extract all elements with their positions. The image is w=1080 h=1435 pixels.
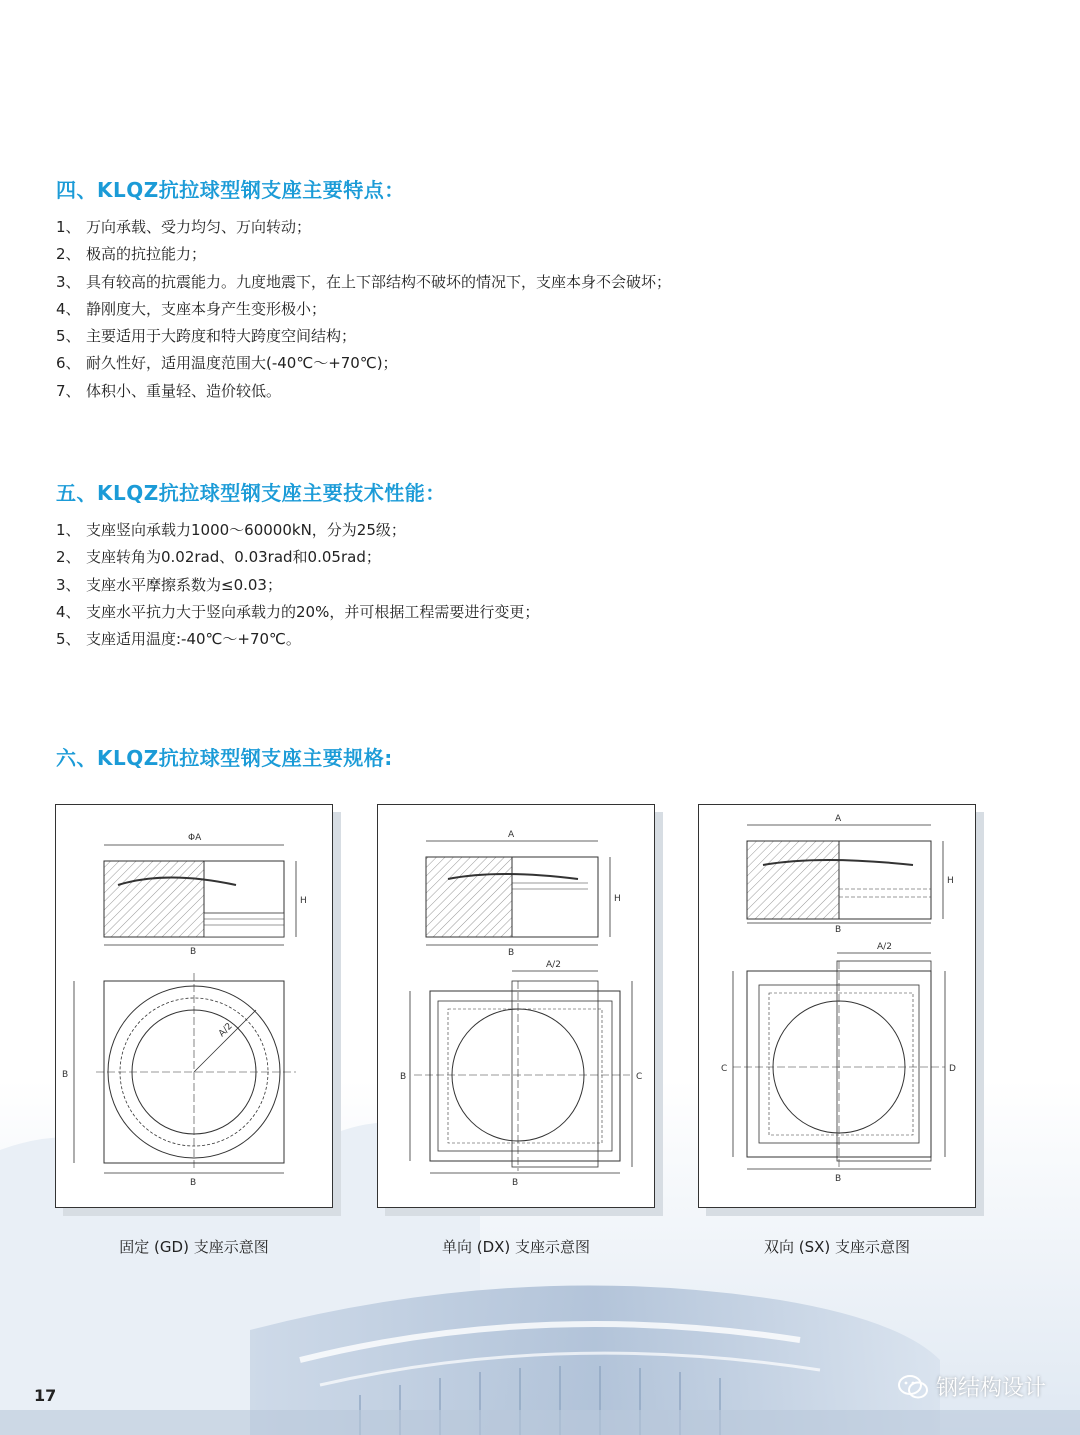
page-number: 17 bbox=[34, 1386, 57, 1405]
gd-radius-label: A/2 bbox=[217, 1021, 235, 1040]
gd-bearing-drawing bbox=[56, 805, 334, 1209]
caption-sx: 双向 (SX) 支座示意图 bbox=[763, 1238, 911, 1256]
sx-bearing-drawing bbox=[699, 805, 977, 1209]
list-item: 7、 体积小、重量轻、造价较低。 bbox=[56, 381, 282, 400]
sx-bottom-label: B bbox=[835, 1174, 842, 1184]
list-item: 5、 支座适用温度:-40℃～+70℃。 bbox=[56, 630, 301, 649]
sx-half-label: A/2 bbox=[877, 942, 892, 952]
list-item: 3、 支座水平摩擦系数为≤0.03； bbox=[56, 575, 282, 594]
section-title-specs: 六、KLQZ抗拉球型钢支座主要规格: bbox=[56, 746, 393, 770]
watermark-text: 钢结构设计 bbox=[935, 1376, 1046, 1401]
sx-left-label: C bbox=[721, 1064, 728, 1074]
list-item: 4、 静刚度大，支座本身产生变形极小； bbox=[56, 299, 327, 318]
dx-top-dim-label: A bbox=[508, 830, 515, 840]
sx-base-label: B bbox=[835, 925, 842, 935]
performance-list bbox=[56, 517, 539, 653]
list-item: 4、 支座水平抗力大于竖向承载力的20%，并可根据工程需要进行变更； bbox=[56, 602, 540, 621]
gd-bottom-label: B bbox=[190, 1178, 197, 1188]
wechat-icon bbox=[898, 1374, 928, 1400]
dx-height-label: H bbox=[614, 894, 621, 904]
diagram-panel-sx bbox=[698, 804, 976, 1208]
list-item: 2、 支座转角为0.02rad、0.03rad和0.05rad； bbox=[56, 548, 381, 567]
sx-top-dim-label: A bbox=[835, 814, 842, 824]
sx-height-label: H bbox=[947, 876, 954, 886]
gd-side-label: B bbox=[62, 1070, 69, 1080]
dx-bearing-drawing bbox=[378, 805, 656, 1209]
dx-left-label: B bbox=[400, 1072, 407, 1082]
features-list bbox=[56, 214, 671, 405]
list-item: 1、 支座竖向承载力1000～60000kN，分为25级； bbox=[56, 521, 406, 539]
list-item: 1、 万向承载、受力均匀、万向转动； bbox=[56, 218, 312, 236]
gd-height-label: H bbox=[300, 896, 307, 906]
diagram-panel-gd bbox=[55, 804, 333, 1208]
section-title-features: 四、KLQZ抗拉球型钢支座主要特点： bbox=[56, 178, 405, 202]
dx-half-label: A/2 bbox=[546, 960, 561, 970]
dx-right-label: C bbox=[636, 1072, 643, 1082]
gd-base-label: B bbox=[190, 947, 197, 957]
caption-dx: 单向 (DX) 支座示意图 bbox=[441, 1238, 591, 1256]
list-item: 3、 具有较高的抗震能力。九度地震下，在上下部结构不破坏的情况下，支座本身不会破坏； bbox=[56, 272, 672, 291]
list-item: 2、 极高的抗拉能力； bbox=[56, 245, 207, 264]
diagram-panel-dx bbox=[377, 804, 655, 1208]
caption-gd: 固定 (GD) 支座示意图 bbox=[119, 1238, 269, 1256]
list-item: 5、 主要适用于大跨度和特大跨度空间结构； bbox=[56, 327, 357, 346]
gd-top-dim-label: ΦA bbox=[188, 833, 202, 843]
watermark bbox=[898, 1371, 1046, 1402]
dx-base-label: B bbox=[508, 948, 515, 958]
dx-bottom-label: B bbox=[512, 1178, 519, 1188]
section-title-performance: 五、KLQZ抗拉球型钢支座主要技术性能： bbox=[56, 481, 446, 505]
list-item: 6、 耐久性好，适用温度范围大(-40℃～+70℃)； bbox=[56, 354, 398, 373]
sx-right-label: D bbox=[949, 1064, 956, 1074]
